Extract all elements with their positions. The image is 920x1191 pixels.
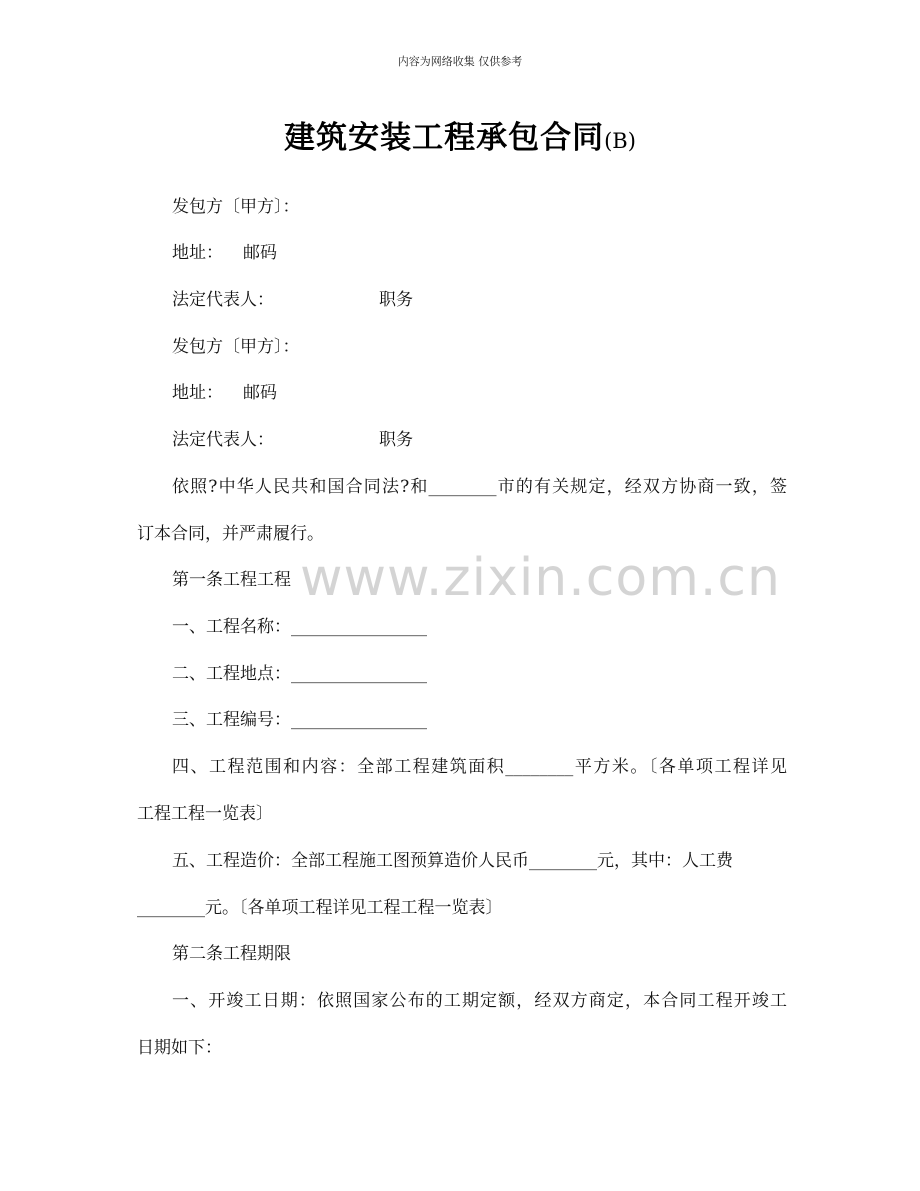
preamble-line-1: 依照?中华人民共和国合同法?和________市的有关规定，经双方协商一致，签: [172, 477, 787, 497]
article-1-heading: 第一条工程工程: [172, 570, 291, 590]
address-row: [137, 242, 822, 264]
schedule-line-2: 日期如下：: [137, 1038, 222, 1058]
address-label: 地址：: [172, 243, 223, 263]
watermark: www.zixin.com.cn: [300, 548, 781, 608]
project-name-row: 一、工程名称：________________: [172, 617, 427, 637]
party-heading-2: 发包方〔甲方〕：: [172, 337, 300, 357]
legal-rep-label: 法定代表人：: [172, 290, 274, 310]
article-2-heading: 第二条工程期限: [172, 944, 291, 964]
legal-rep-label-2: 法定代表人：: [172, 430, 274, 450]
title-suffix: (B): [604, 129, 636, 153]
project-number-row: 三、工程编号：________________: [172, 710, 427, 730]
address-label-2: 地址：: [172, 383, 223, 403]
cost-line-2: ________元。〔各单项工程详见工程工程一览表〕: [137, 898, 503, 918]
scope-line-1: 四、工程范围和内容：全部工程建筑面积________平方米。〔各单项工程详见: [172, 757, 787, 777]
legal-rep-row: [137, 289, 822, 311]
address-row-2: [137, 382, 822, 404]
schedule-line-1: 一、开竣工日期：依照国家公布的工期定额，经双方商定，本合同工程开竣工: [172, 991, 787, 1011]
postcode-label: 邮码: [243, 243, 277, 263]
cost-line-1: 五、工程造价：全部工程施工图预算造价人民币________元，其中：人工费: [172, 851, 733, 871]
scope-line-2: 工程工程一览表〕: [137, 804, 273, 824]
position-label-2: 职务: [379, 430, 413, 450]
postcode-label-2: 邮码: [243, 383, 277, 403]
title-text: 建筑安装工程承包合同: [284, 120, 605, 156]
header-note: 内容为网络收集 仅供参考: [397, 55, 523, 68]
preamble-line-2: 订本合同，并严肃履行。: [137, 524, 324, 544]
document-title: [0, 112, 920, 157]
project-location-row: 二、工程地点：________________: [172, 664, 427, 684]
position-label: 职务: [379, 290, 413, 310]
party-a-heading: 发包方〔甲方〕：: [172, 197, 300, 217]
legal-rep-row-2: [137, 429, 822, 451]
